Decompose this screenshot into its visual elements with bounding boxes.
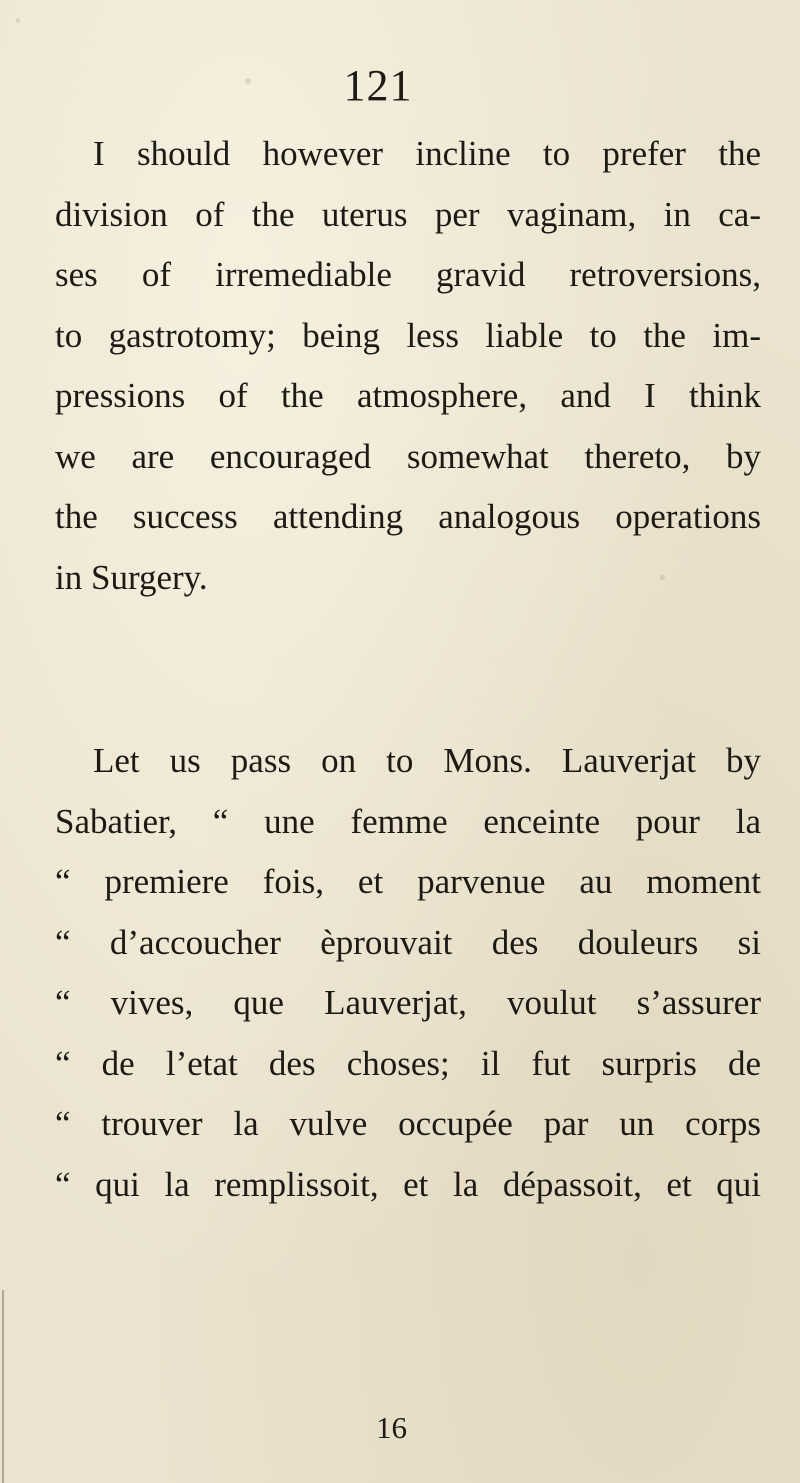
text-line: we are encouraged somewhat thereto, by	[55, 436, 761, 476]
paragraph-2	[55, 731, 761, 1215]
text-line: to gastrotomy; being less liable to the im-	[55, 315, 761, 355]
quoted-line: “ qui la remplissoit, et la dépassoit, et qui	[55, 1164, 761, 1204]
quoted-line: “ de l’etat des choses; il fut surpris de	[55, 1043, 761, 1083]
body-text	[55, 124, 761, 1215]
paper-spot	[16, 18, 20, 23]
quoted-line: “ d’accoucher èprouvait des douleurs si	[55, 922, 761, 962]
text-line: division of the uterus per vaginam, in ca-	[55, 194, 761, 234]
text-line: in Surgery.	[55, 557, 208, 597]
quoted-line: “ premiere fois, et parvenue au moment	[55, 862, 761, 901]
text-line: Sabatier, “ une femme enceinte pour la	[55, 801, 761, 841]
paragraph-1	[55, 124, 761, 608]
quoted-line: “ trouver la vulve occupée par un corps	[55, 1104, 761, 1143]
text-line: ses of irremediable gravid retroversions,	[55, 255, 761, 294]
text-line: pressions of the atmosphere, and I think	[55, 376, 761, 415]
text-line: the success attending analogous operations	[55, 497, 761, 536]
page-edge-mark	[2, 1290, 4, 1483]
text-line: I should however incline to prefer the	[93, 134, 761, 173]
text-line: Let us pass on to Mons. Lauverjat by	[93, 741, 761, 780]
page-number: 121	[343, 61, 413, 110]
quoted-line: “ vives, que Lauverjat, voulut s’assurer	[55, 983, 761, 1022]
paragraph-gap	[55, 608, 761, 731]
signature-mark: 16	[376, 1410, 407, 1445]
